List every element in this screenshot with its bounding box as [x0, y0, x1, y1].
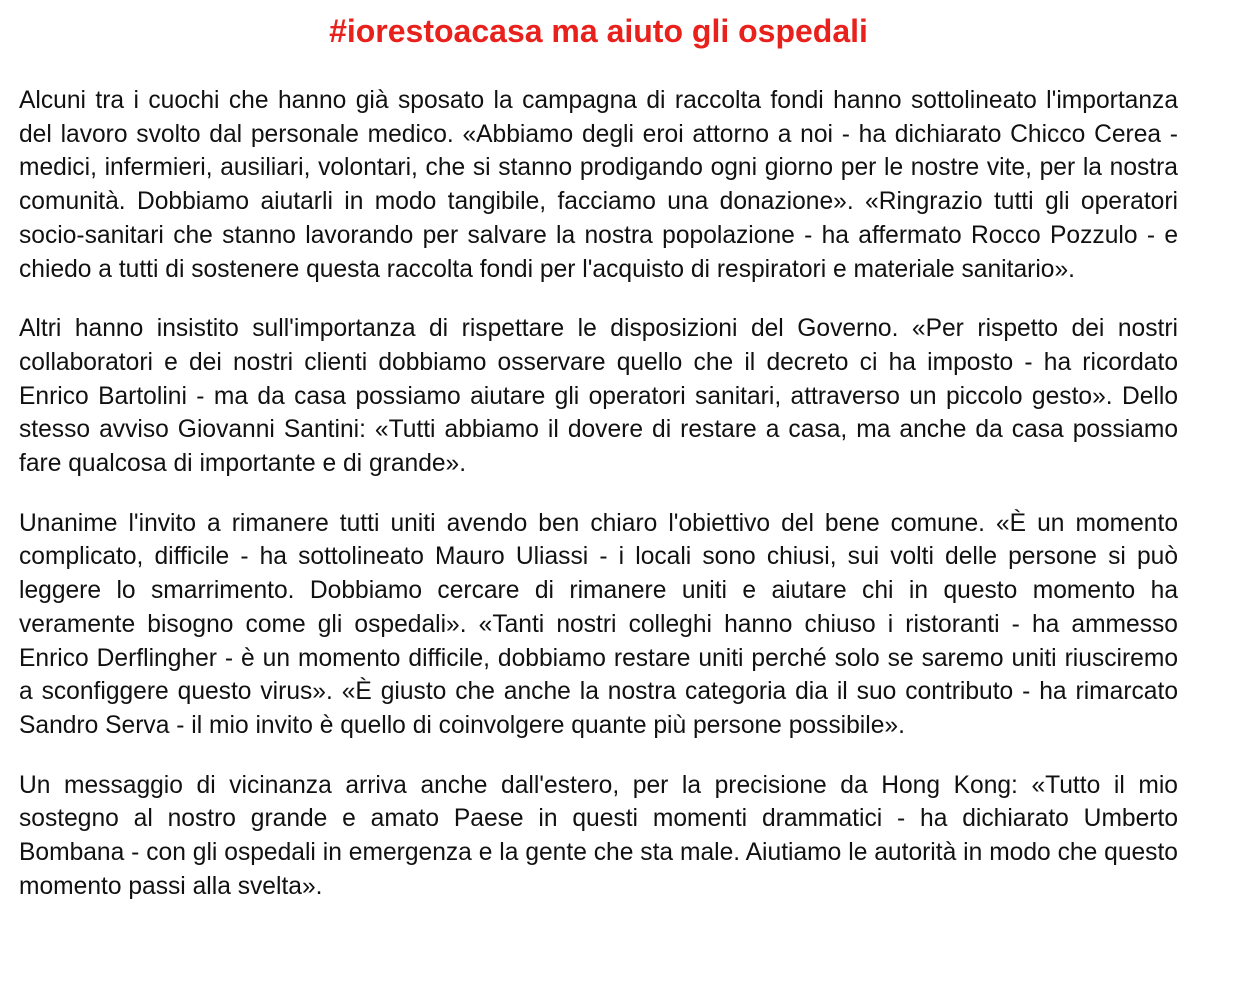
article-paragraph-4: Un messaggio di vicinanza arriva anche dall'estero, per la precisione da Hong Kong: «Tutto il mio sostegno al nostro grande e amato Paese in questi momenti drammatici - ha dichiarato Umberto Bombana - con gli ospedali in emergenza e la gente che sta male. Aiutiamo le autorità in modo che questo momento passi alla svelta».: [19, 771, 1178, 900]
article: [19, 0, 1178, 903]
article-paragraph-2: Altri hanno insistito sull'importanza di rispettare le disposizioni del Governo. «Per rispetto dei nostri collaboratori e dei nostri clienti dobbiamo osservare quello che il decreto ci ha imposto - ha ricordato Enrico Bartolini - ma da casa possiamo aiutare gli operatori sanitari, attraverso un piccolo gesto». Dello stesso avviso Giovanni Santini: «Tutti abbiamo il dovere di restare a casa, ma anche da casa possiamo fare qualcosa di importante e di grande».: [19, 315, 1178, 478]
article-paragraph-1: Alcuni tra i cuochi che hanno già sposato la campagna di raccolta fondi hanno sottolineato l'importanza del lavoro svolto dal personale medico. «Abbiamo degli eroi attorno a noi - ha dichiarato Chicco Cerea - medici, infermieri, ausiliari, volontari, che si stanno prodigando ogni giorno per le nostre vite, per la nostra comunità. Dobbiamo aiutarli in modo tangibile, facciamo una donazione». «Ringrazio tutti gli operatori socio-sanitari che stanno lavorando per salvare la nostra popolazione - ha affermato Rocco Pozzulo - e chiedo a tutti di sostenere questa raccolta fondi per l'acquisto di respiratori e materiale sanitario».: [19, 87, 1178, 283]
article-paragraph-3: Unanime l'invito a rimanere tutti uniti avendo ben chiaro l'obiettivo del bene comune. «È un momento complicato, difficile - ha sottolineato Mauro Uliassi - i locali sono chiusi, sui volti delle persone si può leggere lo smarrimento. Dobbiamo cercare di rimanere uniti e aiutare chi in questo momento ha veramente bisogno come gli ospedali». «Tanti nostri colleghi hanno chiuso i ristoranti - ha ammesso Enrico Derflingher - è un momento difficile, dobbiamo restare uniti perché solo se saremo uniti riusciremo a sconfiggere questo virus». «È giusto che anche la nostra categoria dia il suo contributo - ha rimarcato Sandro Serva - il mio invito è quello di coinvolgere quante più persone possibile».: [19, 509, 1178, 739]
article-title: #iorestoacasa ma aiuto gli ospedali: [329, 13, 868, 49]
